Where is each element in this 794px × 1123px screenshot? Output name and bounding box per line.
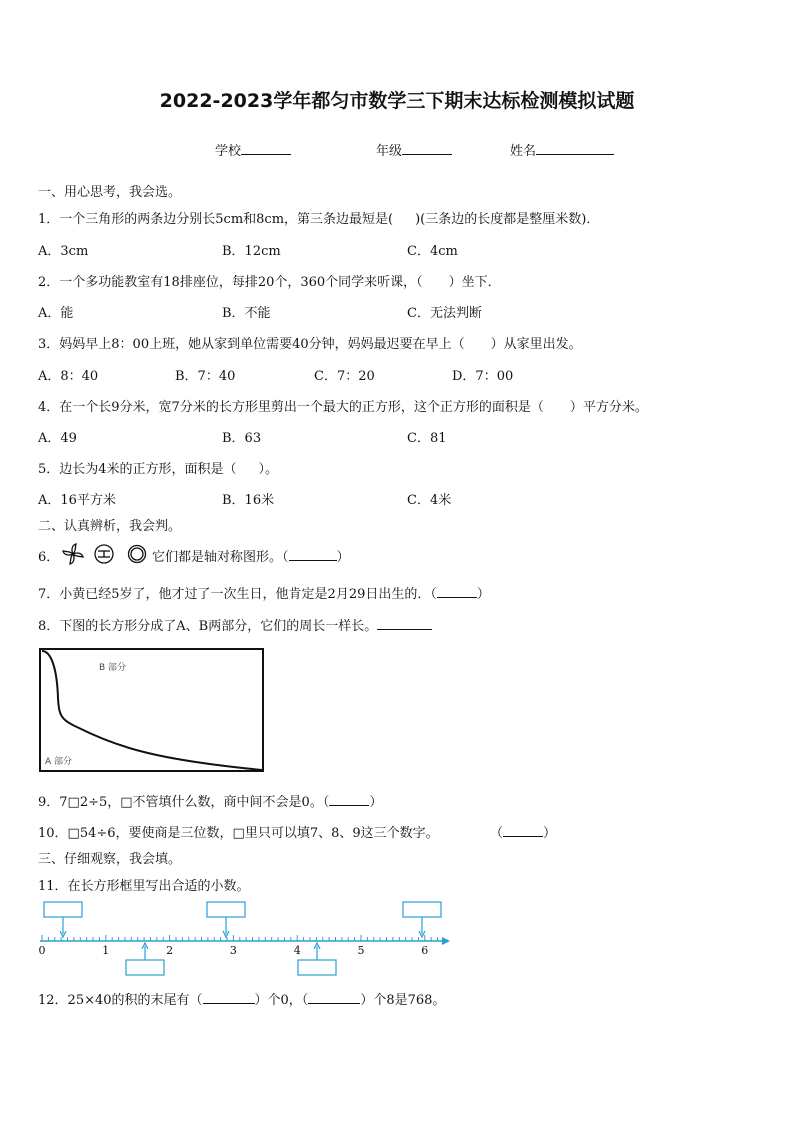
question-1 (38, 208, 599, 227)
answer-slot[interactable] (203, 991, 255, 1004)
question-6-text (152, 546, 350, 565)
section-3-heading: 三、仔细观察，我会填。 (38, 852, 182, 867)
option-d[interactable]: D．7：00 (452, 369, 514, 384)
question-7 (38, 583, 490, 602)
question-12-middle: ）个0，（ (254, 993, 309, 1008)
section-2-heading: 二、认真辨析，我会判。 (38, 519, 182, 534)
gear-icon (129, 546, 146, 563)
rectangle-diagram (39, 648, 265, 773)
question-7-stem: 7．小黄已经5岁了，他才过了一次生日，他肯定是2月29日出生的．（ (38, 587, 437, 602)
question-7-close: ） (476, 587, 490, 602)
question-4-stem-end: ）平方分米。 (569, 400, 648, 415)
answer-box[interactable] (298, 960, 336, 975)
option-a[interactable]: A．16平方米 (38, 493, 116, 508)
part-b-label: B 部分 (99, 663, 127, 673)
tick-label: 3 (229, 944, 237, 957)
tick-label: 6 (421, 944, 429, 957)
question-6-number: 6． (38, 550, 60, 565)
question-10-answer (490, 822, 556, 841)
option-a[interactable]: A．3cm (38, 244, 89, 259)
option-b[interactable]: B．不能 (222, 306, 271, 321)
rectangle-figure (39, 648, 265, 773)
answer-slot[interactable] (329, 793, 369, 806)
question-6-close: ） (336, 550, 350, 565)
question-2-stem-end: ）坐下． (448, 275, 501, 290)
question-12-end: ）个8是768。 (360, 993, 446, 1008)
circle-bars-icon (95, 545, 113, 563)
option-c[interactable]: C．81 (407, 431, 447, 446)
name-field (510, 140, 614, 159)
answer-slot[interactable] (437, 585, 477, 598)
name-blank[interactable] (536, 140, 614, 155)
question-10 (38, 822, 439, 841)
question-6-stem: 它们都是轴对称图形。（ (152, 550, 289, 565)
question-6 (38, 546, 59, 565)
pinwheel-icon (63, 544, 83, 564)
question-2 (38, 271, 501, 290)
question-8-stem: 8．下图的长方形分成了A、B两部分，它们的周长一样长。 (38, 619, 378, 634)
tick-label: 2 (166, 944, 174, 957)
question-5 (38, 458, 278, 477)
question-1-stem-end: )(三条边的长度都是整厘米数)． (415, 212, 600, 227)
answer-slot[interactable] (289, 548, 337, 561)
option-a[interactable]: A．8：40 (38, 369, 99, 384)
school-label: 学校 (215, 144, 242, 159)
name-label: 姓名 (510, 144, 537, 159)
option-b[interactable]: B．63 (222, 431, 262, 446)
symmetry-figures (60, 542, 148, 566)
question-2-stem: 2．一个多功能教室有18排座位，每排20个，360个同学来听课，（ (38, 275, 423, 290)
option-c[interactable]: C．4cm (407, 244, 458, 259)
answer-box[interactable] (403, 902, 441, 917)
question-1-stem: 1．一个三角形的两条边分别长5cm和8cm，第三条边最短是( (38, 212, 394, 227)
page-title: 2022-2023学年都匀市数学三下期末达标检测模拟试题 (159, 90, 635, 112)
answer-slot[interactable] (503, 824, 543, 837)
option-b[interactable]: B．12cm (222, 244, 281, 259)
answer-slot[interactable] (308, 991, 360, 1004)
question-12-stem: 12．25×40的积的末尾有（ (38, 993, 203, 1008)
grade-label: 年级 (376, 144, 403, 159)
rectangle-border (40, 649, 263, 771)
school-field (215, 140, 291, 159)
arrow-right-icon (442, 937, 450, 945)
question-10-close: ） (543, 826, 557, 841)
school-blank[interactable] (241, 140, 291, 155)
question-3-stem-end: ）从家里出发。 (490, 337, 582, 352)
question-4-stem: 4．在一个长9分米，宽7分米的长方形里剪出一个最大的正方形，这个正方形的面积是（ (38, 400, 544, 415)
grade-field (376, 140, 452, 159)
answer-box[interactable] (207, 902, 245, 917)
question-5-stem: 5．边长为4米的正方形，面积是（ (38, 462, 237, 477)
question-9 (38, 791, 382, 810)
question-4 (38, 396, 648, 415)
option-a[interactable]: A．能 (38, 306, 74, 321)
question-10-open: （ (490, 826, 504, 841)
tick-label: 1 (102, 944, 110, 957)
question-3-stem: 3．妈妈早上8：00上班，她从家到单位需要40分钟，妈妈最迟要在早上（ (38, 337, 465, 352)
answer-box[interactable] (126, 960, 164, 975)
question-5-stem-end: ）。 (258, 462, 279, 477)
option-c[interactable]: C．无法判断 (407, 306, 482, 321)
part-a-label: A 部分 (45, 757, 73, 767)
question-9-stem: 9．7□2÷5，□不管填什么数，商中间不会是0。（ (38, 795, 330, 810)
question-10-stem: 10．□54÷6，要使商是三位数，□里只可以填7、8、9这三个数字。 (38, 826, 439, 841)
question-12 (38, 989, 445, 1008)
tick-label: 5 (357, 944, 365, 957)
question-8 (38, 615, 432, 634)
option-c[interactable]: C．7：20 (314, 369, 375, 384)
option-c[interactable]: C．4米 (407, 493, 452, 508)
answer-slot[interactable] (377, 617, 432, 630)
section-1-heading: 一、用心思考，我会选。 (38, 185, 182, 200)
question-3 (38, 333, 582, 352)
question-9-close: ） (369, 795, 383, 810)
grade-blank[interactable] (402, 140, 452, 155)
answer-box[interactable] (44, 902, 82, 917)
option-b[interactable]: B．7：40 (175, 369, 236, 384)
number-line (34, 898, 454, 980)
question-11: 11．在长方形框里写出合适的小数。 (38, 879, 250, 894)
tick-label: 4 (293, 944, 301, 957)
option-a[interactable]: A．49 (38, 431, 77, 446)
option-b[interactable]: B．16米 (222, 493, 275, 508)
tick-label: 0 (38, 944, 46, 957)
